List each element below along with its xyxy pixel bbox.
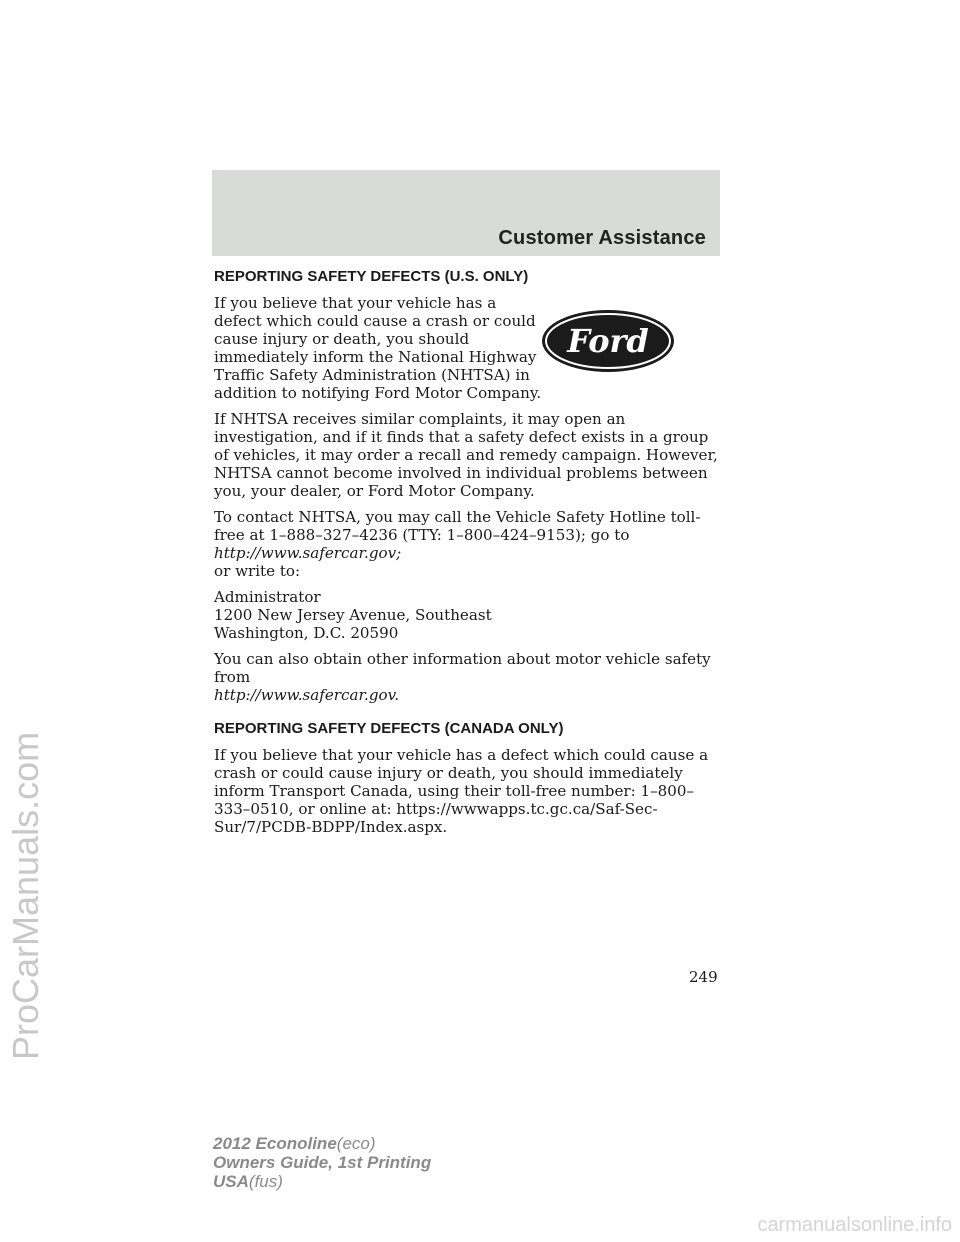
heading-canada-safety-defects: REPORTING SAFETY DEFECTS (CANADA ONLY) [214, 720, 564, 737]
us-contact-tail: or write to: [214, 562, 301, 580]
footer-market: USA [213, 1172, 249, 1191]
address-line-2: 1200 New Jersey Avenue, Southeast [214, 606, 492, 624]
us-intro-paragraph: If you believe that your vehicle has a defect which could cause a crash or could cause injury or death, you should immediately inform the National Highway Traffic Safety Administration (NHTSA) in addition to notifying Ford Motor Company. [214, 294, 542, 402]
safercar-link[interactable]: http://www.safercar.gov; [214, 544, 402, 562]
address-line-3: Washington, D.C. 20590 [214, 624, 399, 642]
ford-oval-logo-icon [540, 308, 676, 374]
mailing-address [214, 588, 724, 642]
heading-us-safety-defects: REPORTING SAFETY DEFECTS (U.S. ONLY) [214, 268, 529, 285]
safercar-link-2[interactable]: http://www.safercar.gov. [214, 686, 400, 704]
page-number: 249 [689, 968, 718, 986]
us-more-info-text: You can also obtain other information about motor vehicle safety from [214, 650, 711, 686]
us-investigation-paragraph: If NHTSA receives similar complaints, it may open an investigation, and if it finds that a safety defect exists in a group of vehicles, it may order a recall and remedy campaign. However, NHTSA cannot become involved in individual problems between you, your dealer, or Ford Motor Company. [214, 410, 718, 500]
watermark-left: ProCarManuals.com [5, 731, 46, 1060]
footer-model-code: (eco) [336, 1134, 376, 1153]
address-line-1: Administrator [214, 588, 321, 606]
watermark-bottom: carmanualsonline.info [757, 1214, 952, 1236]
canada-paragraph: If you believe that your vehicle has a defect which could cause a crash or could cause injury or death, you should immediately inform Transport Canada, using their toll-free number: 1–800–333–0510, or online at: https://wwwapps.tc.gc.ca/Saf-Sec-Sur/7/PCDB-BDPP/Index.aspx. [214, 746, 709, 836]
page-content [214, 268, 724, 844]
logo-container [538, 294, 728, 384]
print-footer [213, 1134, 431, 1191]
footer-model: 2012 Econoline [213, 1134, 337, 1153]
section-header-band [212, 170, 720, 256]
us-contact-text: To contact NHTSA, you may call the Vehicle Safety Hotline toll-free at 1–888–327–4236 (TTY: 1–800–424–9153); go to [214, 508, 701, 544]
footer-line-1 [213, 1134, 431, 1153]
us-more-info-paragraph [214, 650, 724, 704]
footer-market-code: (fus) [248, 1172, 283, 1191]
footer-line-2: Owners Guide, 1st Printing [213, 1153, 432, 1172]
logo-wordmark: Ford [567, 322, 649, 360]
us-contact-paragraph [214, 508, 724, 580]
us-intro-block [214, 294, 724, 402]
section-title: Customer Assistance [498, 227, 706, 249]
footer-line-3 [213, 1172, 431, 1191]
